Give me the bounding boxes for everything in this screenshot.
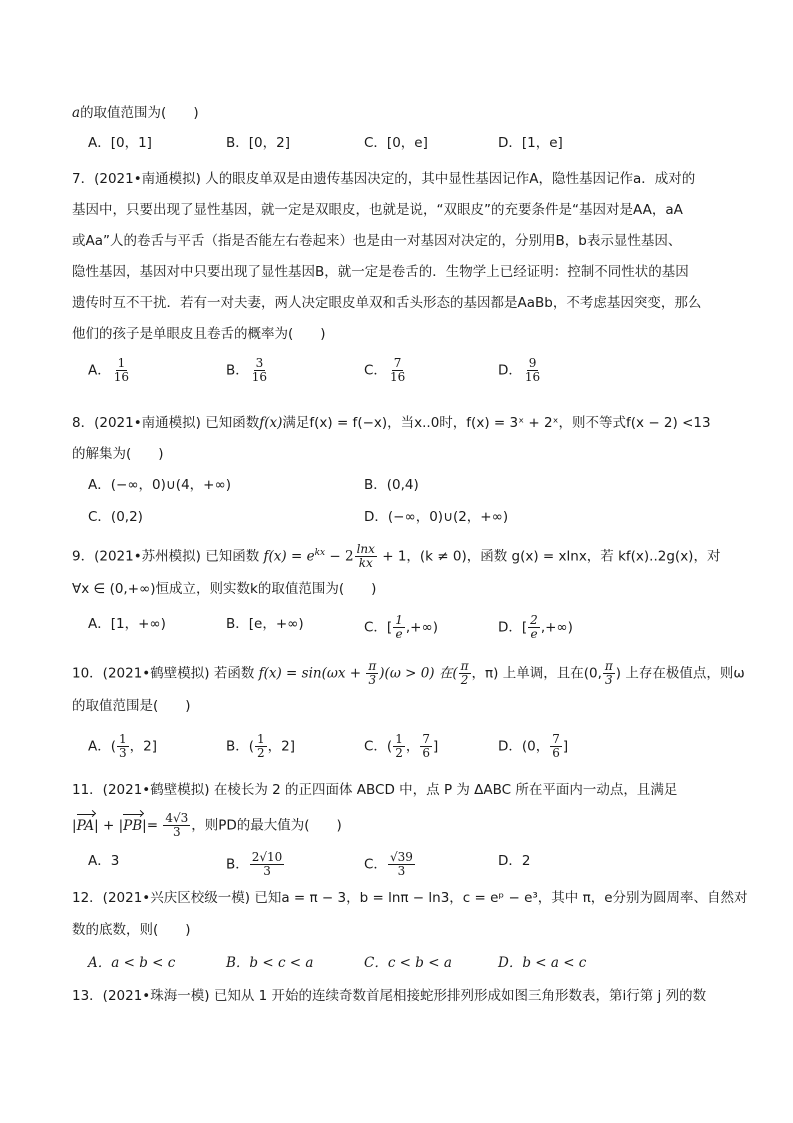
fraction: $\frac{4√3}{3}$ [165,811,189,839]
q12-line-1: 12．(2021•兴庆区校级一模) 已知a = π − 3，b = lnπ − ln3，c = eᵖ − e³，其中 π，e分别为圆周率、自然对 [72,890,748,906]
q11-line-2: |PA| + |PB|= $\frac{4√3}{3}$ ，则PD的最大值为( ) [72,811,342,839]
q9-line-1: 9．(2021•苏州模拟) 已知函数 $f(x) = e^{kx} - 2$ $\frac{\ln x}{kx}$ + 1，(k ≠ 0)，函数 g(x) = xlnx，若 kf(x)..2g(x)，对 [72,542,721,570]
fraction: $\frac{2√10}{3}$ [251,850,283,878]
q8-option-d[interactable]: D．(−∞，0)∪(2，+∞) [364,509,509,525]
q7-line-5: 遗传时互不干扰．若有一对夫妻，两人决定眼皮单双和舌头形态的基因都是AaBb，不考虑基因突变，那么 [72,295,702,311]
fraction: $\frac{1}{2}$ [257,732,265,760]
q7-line-2: 基因中，只要出现了显性基因，就一定是双眼皮，也就是说，“双眼皮”的充要条件是“基因对是AA，aA [72,202,683,218]
q7-option-c[interactable]: C． $\frac{7}{16}$ [364,356,406,384]
fraction: $\frac{\ln x}{kx}$ [356,542,375,570]
q6-stem: a的取值范围为( ) [72,105,199,121]
vector-pa: PA [76,817,95,834]
q11-option-c[interactable]: C． $\frac{√39}{3}$ [364,850,413,878]
q12-option-b[interactable]: B．b < c < a [226,955,314,971]
q9-line-2: ∀x ∈ (0,+∞)恒成立，则实数k的取值范围为( ) [72,581,377,597]
q9-option-b[interactable]: B．[e，+∞) [226,616,304,632]
fraction: $\frac{1}{2}$ [395,732,403,760]
q7-line-3: 或Aa”人的卷舌与平舌（指是否能左右卷起来）也是由一对基因对决定的，分别用B，b表示显性基因、 [72,233,682,249]
q12-option-c[interactable]: C．c < b < a [364,955,452,971]
q8-option-b[interactable]: B．(0,4) [364,477,419,493]
q10-option-d[interactable]: D．(0， $\frac{7}{6}$ ] [498,732,569,760]
q12-option-a[interactable]: A．a < b < c [88,955,176,971]
q9-option-d[interactable]: D．[ $\frac{2}{e}$ ,+∞) [498,613,573,641]
q9-option-c[interactable]: C．[ $\frac{1}{e}$ ,+∞) [364,613,438,641]
fraction: $\frac{\pi}{3}$ [604,659,613,687]
fraction: $\frac{1}{3}$ [119,732,127,760]
fraction: $\frac{7}{6}$ [422,732,430,760]
q10-line-2: 的取值范围是( ) [72,698,191,714]
q7-line-1: 7．(2021•南通模拟) 人的眼皮单双是由遗传基因决定的，其中显性基因记作A，隐性基因记作a．成对的 [72,171,696,187]
q10-option-a[interactable]: A．( $\frac{1}{3}$ ，2] [88,732,158,760]
q8-option-c[interactable]: C．(0,2) [88,509,143,525]
q6-option-d[interactable]: D．[1，e] [498,135,563,151]
fraction: $\frac{1}{16}$ [113,356,130,384]
q11-option-a[interactable]: A．3 [88,853,120,869]
q7-line-4: 隐性基因，基因对中只要出现了显性基因B，就一定是卷舌的．生物学上已经证明：控制不同性状的基因 [72,264,689,280]
fraction: $\frac{3}{16}$ [251,356,268,384]
q7-option-a[interactable]: A． $\frac{1}{16}$ [88,356,130,384]
q6-option-c[interactable]: C．[0，e] [364,135,428,151]
q10-option-b[interactable]: B．( $\frac{1}{2}$ ，2] [226,732,296,760]
q6-option-b[interactable]: B．[0，2] [226,135,290,151]
fraction: $\frac{7}{16}$ [389,356,406,384]
q8-line-2: 的解集为( ) [72,446,164,462]
q7-option-b[interactable]: B． $\frac{3}{16}$ [226,356,268,384]
q7-line-6: 他们的孩子是单眼皮且卷舌的概率为( ) [72,326,326,342]
q11-line-1: 11．(2021•鹤壁模拟) 在棱长为 2 的正四面体 ABCD 中，点 P 为 ΔABC 所在平面内一动点，且满足 [72,782,678,798]
q9-option-a[interactable]: A．[1，+∞) [88,616,166,632]
q6-var: a [72,105,81,121]
q10-line-1: 10．(2021•鹤壁模拟) 若函数 f(x) = sin(ωx + $\frac{\pi}{3}$ )(ω > 0) 在( $\frac{\pi}{2}$ ，π) 上单调，且在(0, $\frac{\pi}{3}$ ) 上存在极值点，则ω [72,659,745,687]
fraction: $\frac{9}{16}$ [524,356,541,384]
q7-option-d[interactable]: D． $\frac{9}{16}$ [498,356,541,384]
q8-option-a[interactable]: A．(−∞，0)∪(4，+∞) [88,477,231,493]
vector-pb: PB [123,817,143,834]
q6-option-a[interactable]: A．[0，1] [88,135,152,151]
q13-line-1: 13．(2021•珠海一模) 已知从 1 开始的连续奇数首尾相接蛇形排列形成如图三角形数表，第i行第 j 列的数 [72,988,707,1004]
q12-option-d[interactable]: D．b < a < c [498,955,587,971]
fraction: $\frac{\pi}{3}$ [368,659,377,687]
q12-line-2: 数的底数，则( ) [72,922,191,938]
fraction: $\frac{√39}{3}$ [389,850,413,878]
q10-option-c[interactable]: C．( $\frac{1}{2}$ ， $\frac{7}{6}$ ] [364,732,439,760]
fraction: $\frac{1}{e}$ [395,613,403,641]
fraction: $\frac{\pi}{2}$ [460,659,469,687]
q11-option-d[interactable]: D．2 [498,853,531,869]
q8-line-1: 8．(2021•南通模拟) 已知函数f(x)满足f(x) = f(−x)，当x..0时，f(x) = 3ˣ + 2ˣ，则不等式f(x − 2) <13 [72,415,711,431]
q11-option-b[interactable]: B． $\frac{2√10}{3}$ [226,850,283,878]
fraction: $\frac{2}{e}$ [530,613,538,641]
fraction: $\frac{7}{6}$ [552,732,560,760]
